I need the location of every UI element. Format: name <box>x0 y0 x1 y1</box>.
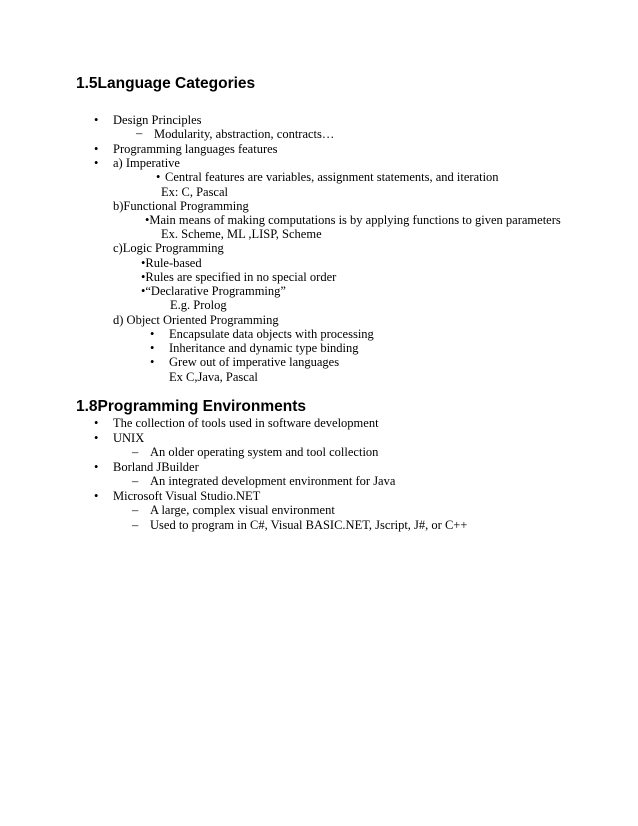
dash-marker: – <box>132 474 139 488</box>
list-item: Central features are variables, assignment statements, and iteration <box>165 170 499 184</box>
list-item: Design Principles <box>113 113 202 127</box>
bullet-marker: • <box>94 156 99 170</box>
bullet-marker: • <box>156 170 161 184</box>
list-item: Programming languages features <box>113 142 278 156</box>
list-item: d) Object Oriented Programming <box>113 313 279 327</box>
bullet-marker: • <box>94 113 99 127</box>
list-item: •Main means of making computations is by applying functions to given parameters <box>145 213 561 227</box>
list-item: •Rule-based <box>141 256 202 270</box>
list-item: Ex: C, Pascal <box>161 185 229 199</box>
list-item: A large, complex visual environment <box>150 503 335 517</box>
list-item: Ex. Scheme, ML ,LISP, Scheme <box>161 227 322 241</box>
dash-marker: – <box>132 503 139 517</box>
list-item: Used to program in C#, Visual BASIC.NET, Jscript, J#, or C++ <box>150 518 468 532</box>
list-item: Ex C,Java, Pascal <box>169 370 258 384</box>
list-item: •Rules are specified in no special order <box>141 270 337 284</box>
list-item: Inheritance and dynamic type binding <box>169 341 359 355</box>
bullet-marker: • <box>94 460 99 474</box>
list-item: Encapsulate data objects with processing <box>169 327 374 341</box>
bullet-marker: • <box>94 416 99 430</box>
list-item: •“Declarative Programming” <box>141 284 286 298</box>
list-item: a) Imperative <box>113 156 180 170</box>
bullet-marker: • <box>150 327 155 341</box>
list-item: The collection of tools used in software development <box>113 416 379 430</box>
heading-programming-environments: 1.8Programming Environments <box>76 398 306 415</box>
bullet-marker: • <box>94 489 99 503</box>
dash-marker: – <box>136 126 143 140</box>
bullet-marker: • <box>150 341 155 355</box>
bullet-marker: • <box>150 355 155 369</box>
dash-marker: – <box>132 445 139 459</box>
bullet-marker: • <box>94 431 99 445</box>
heading-language-categories: 1.5Language Categories <box>76 75 256 92</box>
list-item: Grew out of imperative languages <box>169 355 340 369</box>
list-item: E.g. Prolog <box>170 298 227 312</box>
bullet-marker: • <box>94 142 99 156</box>
list-item: An older operating system and tool collection <box>150 445 379 459</box>
list-item: c)Logic Programming <box>113 241 224 255</box>
list-item: Modularity, abstraction, contracts… <box>154 127 335 141</box>
list-item: Microsoft Visual Studio.NET <box>113 489 261 503</box>
list-item: b)Functional Programming <box>113 199 249 213</box>
list-item: UNIX <box>113 431 145 445</box>
list-item: Borland JBuilder <box>113 460 199 474</box>
dash-marker: – <box>132 518 139 532</box>
list-item: An integrated development environment for Java <box>150 474 396 488</box>
